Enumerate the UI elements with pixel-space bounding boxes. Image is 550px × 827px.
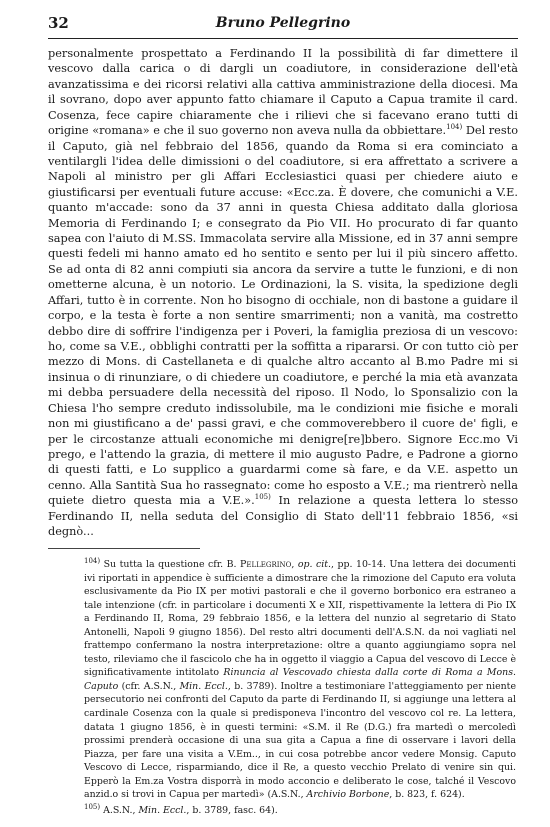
body-text-segment: personalmente prospettato a Ferdinando II la possibilità di far dimettere il vescovo dalla carica o di dargli un coadiutore, in considerazione dell'età avanzatissima e dei ricorsi relativi alla cattiva amministrazione della diocesi. Ma il sovrano, dopo aver appunto fatto chiamare il Caputo a Capua tramite il card. Cosenza, fece capire chiaramente che i rilievi che si facevano erano tutti di origine «romana» e che il suo governo non aveva nulla da obbiettare.	[48, 47, 518, 138]
file-title: Rinuncia al Vescovado chiesta dalla corte di Roma a Mons. Caputo	[84, 667, 517, 692]
body-text-segment: Del resto il Caputo, già nel febbraio del 1856, quando da Roma si era cominciato a ventilargli l'idea delle dimissioni o del coadiutore, si era affrettato a scrivere a Napoli al ministro per gli Affari Ecclesiastici quasi per chiedere aiuto e giustificarsi per eventuali future accuse: «Ecc.za. È dovere, che comunichi a V.E. quanto m'accade: sono da 37 anni in questa Chiesa additato dalla gloriosa Memoria di Ferdinando I; e consegrato da Pio VII. Ho procurato di far quanto sapea con l'aiuto di M.SS. Immacolata servire alla Missione, ed in 37 anni sempre questi fedeli mi hanno amato ed ho sentito e sento per lui il più sincero affetto. Se ad onta di 82 anni compiuti sia ancora da servire a tutte le funzioni, e di non ometterne alcuna, è un notorio. Le Ordinazioni, la S. visita, la spedizione degli Affari, tutto è in corrente. Non ho bisogno di occhiale, non di bastone a guidare il corpo, e la testa è forte a non sentire smarrimenti; non a vanità, ma costretto debbo dire di soffrire l'indigenza per i Poveri, la famiglia preziosa di un vescovo: ho, come sa V.E., obblighi contratti per la soffitta a ripararsi. Or con tutto ciò per mezzo di Mons. di Castellaneta e di qualche altro accanto al B.mo Padre mi si insinua o di rinunziare, o di chiedere un coadiutore, e perché la mia età avanzata mi debba persuadere della necessità del riposo. Il Nodo, lo Sponsalizio con la Chiesa l'ho sempre creduto indissolubile, ma le condizioni mie fisiche e morali non mi giustificano a de' passi gravi, e che commoverebbero il cuore de' figli, e per le circostanze attuali economiche mi denigre[re]bbero. Signore Ecc.mo Vi prego, e l'attendo la grazia, di mettere il mio augusto Padre, e Padrone a giorno di questi fatti, e Lo supplico a guardarmi come sà fare, e da V.E. aspetto un cenno. Alla Santità Sua ho rassegnato: come ho esposto a V.E.; ma rientrerò nella quiete dietro questa mia a V.E.».	[48, 124, 519, 508]
footnote-ref-104: 104)	[446, 123, 463, 132]
body-text	[48, 46, 518, 540]
page-number: 32	[48, 14, 69, 32]
page-header	[48, 12, 518, 39]
footnote-104: $^{104)}$ Su tutta la questione cfr. B. Pellegrino, op. cit., pp. 10-14. Una lettera dei documenti ivi riportati in appendice è sufficiente a dimostrare che la rimozione del Caputo era voluta esclusivamente da Pio IX per motivi pastorali e che il governo borbonico era estraneo a tale intenzione (cfr. in particolare i documenti X e XII, rispettivamente la lettera di Pio IX a Ferdinando II, Roma, 29 febbraio 1856, e la lettera del nunzio al segretario di Stato Antonelli, Napoli 9 giugno 1856). Del resto altri documenti dell'A.S.N. da noi vagliati nel frattempo confermano la nostra interpretazione: oltre a quanto aggiungiamo sopra nel testo, rileviamo che il fascicolo che ha in oggetto il viaggio a Capua del vescovo di Lecce è significativamente intitolato Rinuncia al Vescovado chiesta dalla corte di Roma a Mons. Caputo (cfr. A.S.N., Min. Eccl., b. 3789). Inoltre a testimoniare l'atteggiamento per niente persecutorio nei confronti del Caputo da parte di Ferdinando II, si aggiunge una lettera al cardinale Cosenza con la quale si predisponeva l'incontro del vescovo col re. La lettera, datata 1 giugno 1856, è in questi termini: «S.M. il Re (D.G.) fra martedì o mercoledì prossimi prenderà occasione di una sua gita a Capua a fine di osservare i lavori della Piazza, per fare una visita a V.Em.., in cui cosa potrebbe ancor vedere Monsig. Caputo Vescovo di Lecce, risparmiando, dice il Re, a questo vecchio Prelato di venire sin qui. Epperò la Em.za Vostra disporrà in modo acconcio e deliberato le cose, talché il Vescovo anzid.o si trovi in Capua per martedì» (A.S.N., Archivio Borbone, b. 823, f. 624).	[84, 556, 517, 801]
body-text-segment: In relazione a questa lettera lo stesso Ferdinando II, nella seduta del Consiglio di Stato dell'11 febbraio 1856, «si degnò...	[48, 494, 518, 539]
footnotes	[84, 558, 516, 817]
footnote-ref-105: 105)	[254, 493, 271, 502]
author-name: Pellegrino	[240, 559, 292, 570]
citation-italic: op. cit.	[297, 559, 332, 570]
archive-series: Min. Eccl.	[138, 804, 187, 816]
archive-series: Archivio Borbone	[306, 789, 390, 801]
footnote-mark: 105)	[84, 802, 101, 811]
body-paragraph	[48, 46, 518, 540]
footnote-mark: 104)	[84, 556, 101, 565]
archive-series: Min. Eccl.	[179, 680, 228, 692]
footnote-separator	[48, 548, 200, 549]
footnote-105: $^{105)}$ A.S.N., Min. Eccl., b. 3789, fasc. 64).	[84, 802, 278, 816]
running-head: Bruno Pellegrino	[215, 15, 351, 31]
